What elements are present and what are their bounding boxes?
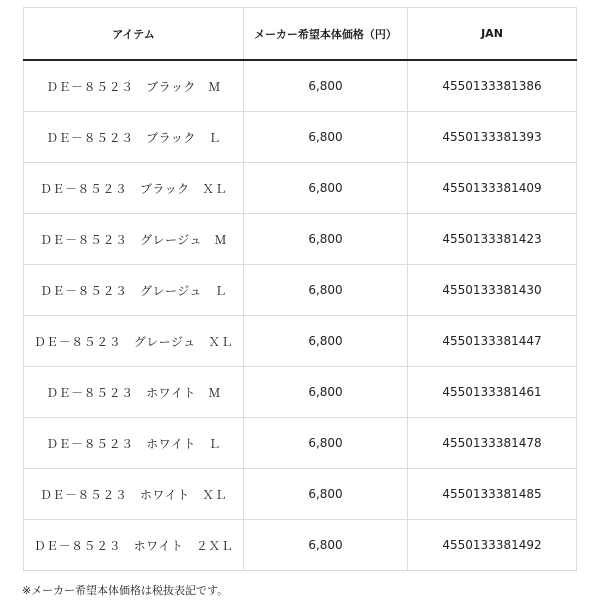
table-row	[24, 163, 577, 214]
table-body	[24, 60, 577, 571]
jan-code-cell: 4550133381478	[408, 418, 577, 469]
item-name-cell: ＤＥ－８５２３ グレージュ ＸＬ	[24, 316, 244, 367]
price-cell: 6,800	[244, 367, 408, 418]
table-row	[24, 367, 577, 418]
jan-code-cell: 4550133381423	[408, 214, 577, 265]
item-name-cell: ＤＥ－８５２３ ブラック Ｍ	[24, 60, 244, 112]
price-cell: 6,800	[244, 112, 408, 163]
price-cell: 6,800	[244, 163, 408, 214]
table-row	[24, 112, 577, 163]
item-name-cell: ＤＥ－８５２３ ブラック Ｌ	[24, 112, 244, 163]
price-cell: 6,800	[244, 214, 408, 265]
jan-code-cell: 4550133381485	[408, 469, 577, 520]
item-name-cell: ＤＥ－８５２３ ホワイト ＸＬ	[24, 469, 244, 520]
item-name-cell: ＤＥ－８５２３ ブラック ＸＬ	[24, 163, 244, 214]
price-table	[23, 7, 577, 571]
price-cell: 6,800	[244, 60, 408, 112]
header-jan: JAN	[408, 8, 577, 61]
jan-code-cell: 4550133381447	[408, 316, 577, 367]
table-row	[24, 418, 577, 469]
jan-code-cell: 4550133381492	[408, 520, 577, 571]
table-row	[24, 214, 577, 265]
table-row	[24, 469, 577, 520]
price-cell: 6,800	[244, 469, 408, 520]
table-row	[24, 60, 577, 112]
table-row	[24, 316, 577, 367]
item-name-cell: ＤＥ－８５２３ ホワイト Ｌ	[24, 418, 244, 469]
jan-code-cell: 4550133381386	[408, 60, 577, 112]
jan-code-cell: 4550133381393	[408, 112, 577, 163]
table-row	[24, 265, 577, 316]
jan-code-cell: 4550133381409	[408, 163, 577, 214]
item-name-cell: ＤＥ－８５２３ ホワイト ２ＸＬ	[24, 520, 244, 571]
price-cell: 6,800	[244, 418, 408, 469]
price-cell: 6,800	[244, 265, 408, 316]
price-footnote: ※メーカー希望本体価格は税抜表記です。	[22, 584, 229, 597]
table-header-row	[24, 8, 577, 61]
table-row	[24, 520, 577, 571]
jan-code-cell: 4550133381430	[408, 265, 577, 316]
header-item: アイテム	[24, 8, 244, 61]
jan-code-cell: 4550133381461	[408, 367, 577, 418]
item-name-cell: ＤＥ－８５２３ グレージュ Ｌ	[24, 265, 244, 316]
header-price: メーカー希望本体価格（円）	[244, 8, 408, 61]
price-cell: 6,800	[244, 520, 408, 571]
price-cell: 6,800	[244, 316, 408, 367]
item-name-cell: ＤＥ－８５２３ グレージュ Ｍ	[24, 214, 244, 265]
item-name-cell: ＤＥ－８５２３ ホワイト Ｍ	[24, 367, 244, 418]
